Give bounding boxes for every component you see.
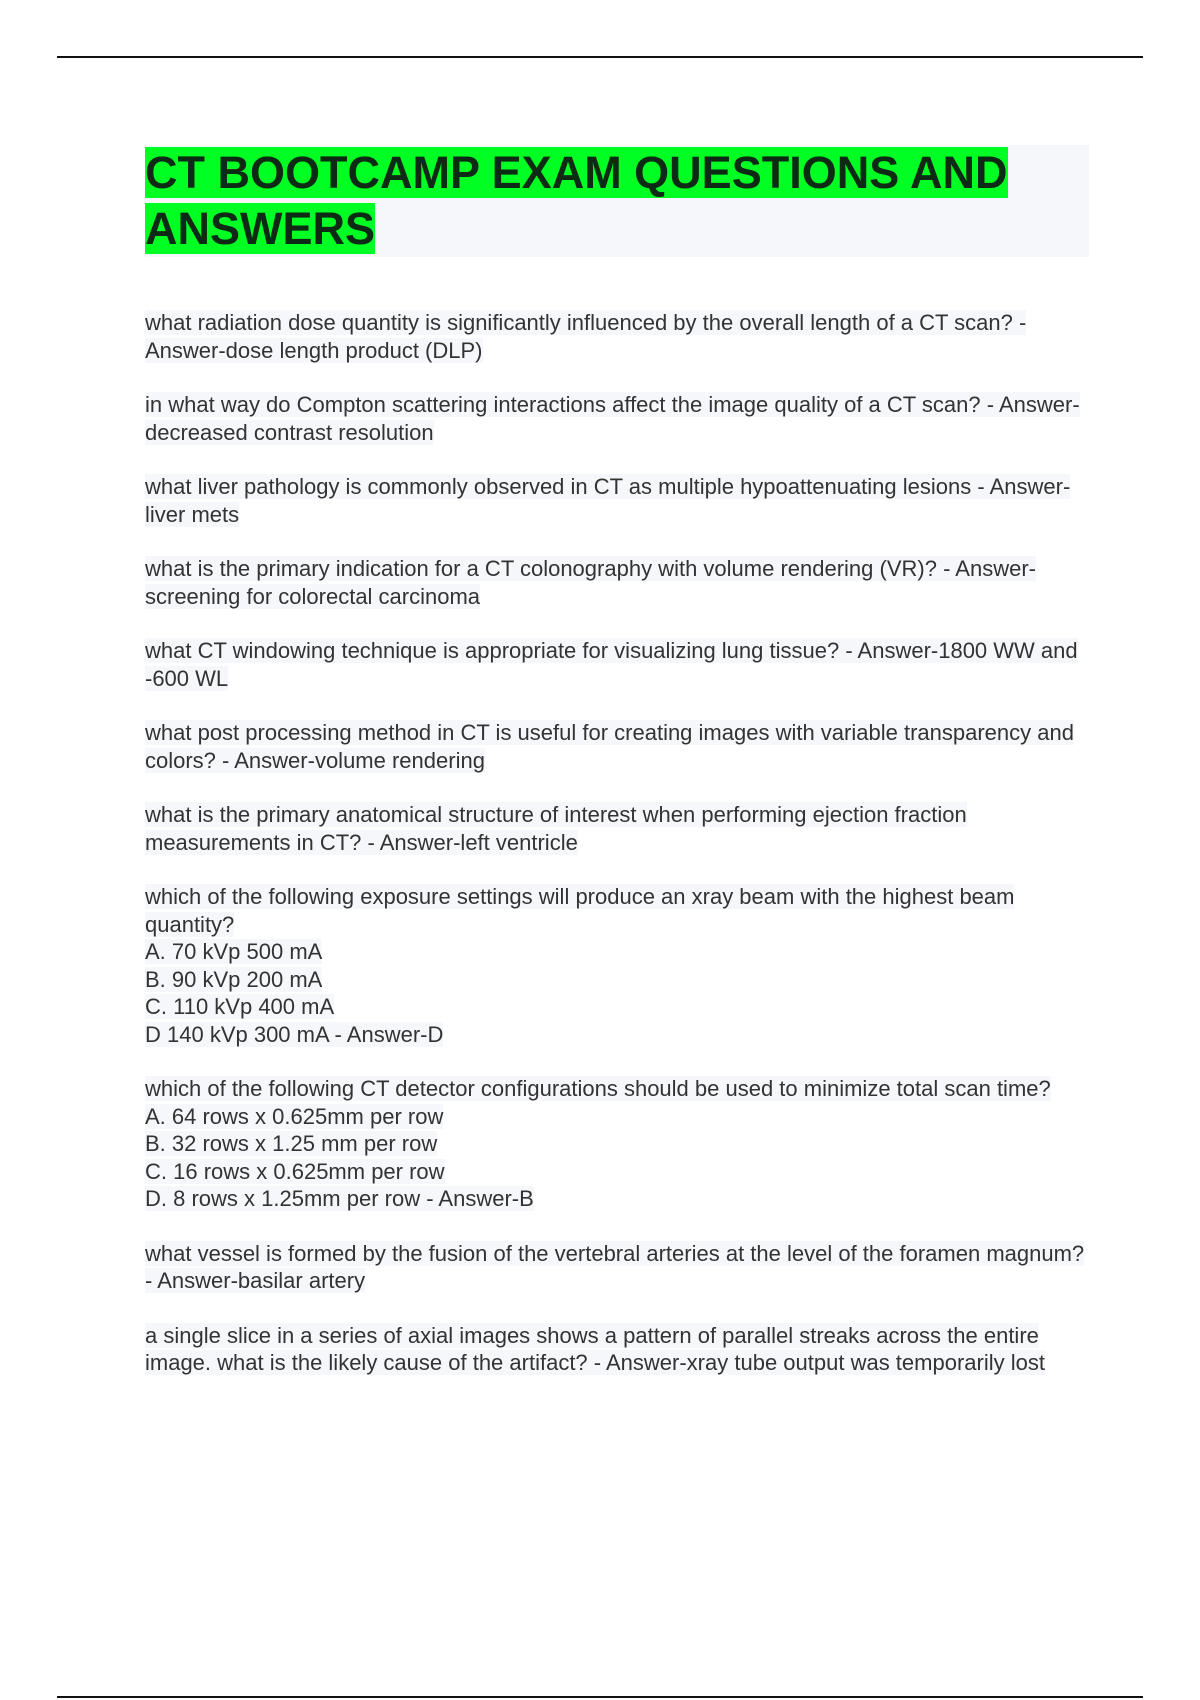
qa-item bbox=[145, 309, 1089, 364]
qa-text: what is the primary anatomical structure of interest when performing ejection fraction measurements in CT? - Answer-left ventricle bbox=[145, 802, 967, 855]
qa-text: what vessel is formed by the fusion of the vertebral arteries at the level of the foramen magnum? - Answer-basilar artery bbox=[145, 1240, 1085, 1293]
qa-item bbox=[145, 391, 1089, 446]
qa-item bbox=[145, 719, 1089, 774]
title-block bbox=[145, 145, 1089, 257]
qa-item bbox=[145, 1322, 1089, 1377]
qa-item bbox=[145, 1240, 1089, 1295]
qa-text: what post processing method in CT is useful for creating images with variable transparency and colors? - Answer-volume rendering bbox=[145, 720, 1074, 773]
title-highlight: CT BOOTCAMP EXAM QUESTIONS AND ANSWERS bbox=[145, 147, 1008, 254]
qa-item bbox=[145, 555, 1089, 610]
document-body bbox=[145, 145, 1089, 1404]
qa-item bbox=[145, 883, 1089, 1048]
qa-text: what radiation dose quantity is significantly influenced by the overall length of a CT scan? - Answer-dose length product (DLP) bbox=[145, 310, 1027, 363]
qa-text: which of the following exposure settings will produce an xray beam with the highest beam quantity? A. 70 kVp 500 mA B. 90 kVp 200 mA C. 110 kVp 400 mA D 140 kVp 300 mA - Answer-D bbox=[145, 884, 1015, 1047]
qa-text: in what way do Compton scattering interactions affect the image quality of a CT scan? - Answer-decreased contrast resolution bbox=[145, 392, 1080, 445]
qa-item bbox=[145, 1075, 1089, 1213]
qa-text: what liver pathology is commonly observed in CT as multiple hypoattenuating lesions - Answer-liver mets bbox=[145, 474, 1071, 527]
document-title bbox=[145, 145, 1089, 257]
qa-item bbox=[145, 473, 1089, 528]
qa-item bbox=[145, 801, 1089, 856]
qa-text: what CT windowing technique is appropriate for visualizing lung tissue? - Answer-1800 WW and -600 WL bbox=[145, 638, 1078, 691]
bottom-rule bbox=[57, 1696, 1143, 1698]
qa-item bbox=[145, 637, 1089, 692]
top-rule bbox=[57, 56, 1143, 58]
qa-text: a single slice in a series of axial images shows a pattern of parallel streaks across the entire image. what is the likely cause of the artifact? - Answer-xray tube output was temporarily lost bbox=[145, 1322, 1045, 1375]
qa-text: what is the primary indication for a CT colonography with volume rendering (VR)? - Answer-screening for colorectal carcinoma bbox=[145, 556, 1036, 609]
qa-text: which of the following CT detector configurations should be used to minimize total scan time? A. 64 rows x 0.625mm per row B. 32 rows x 1.25 mm per row C. 16 rows x 0.625mm per row D. 8 rows x 1.25mm per row - Answer-B bbox=[145, 1076, 1051, 1211]
